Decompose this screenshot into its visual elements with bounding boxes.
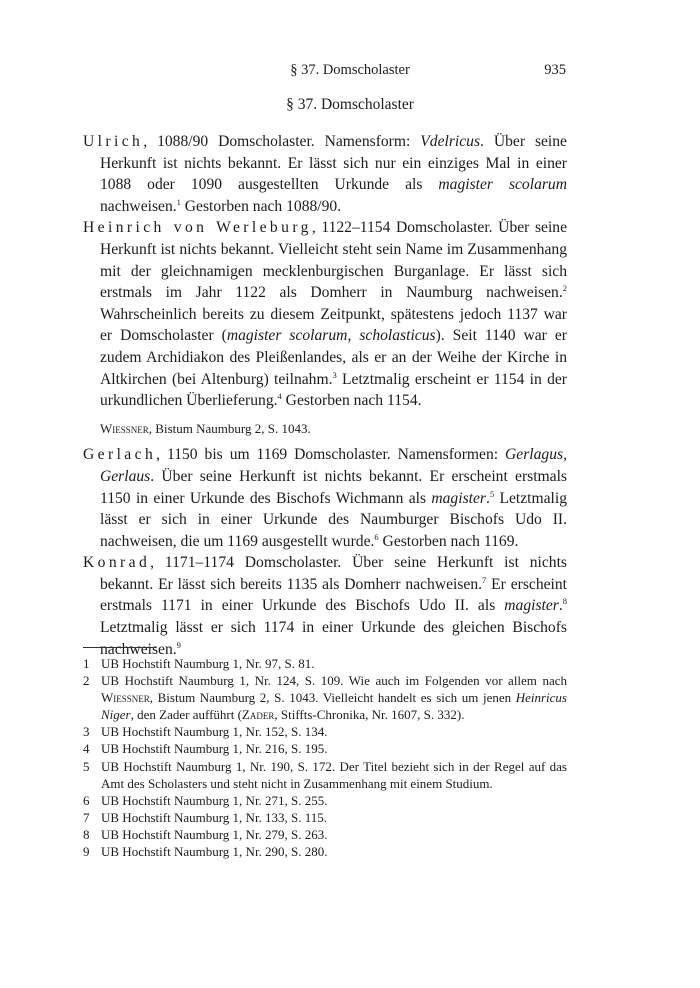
footnote-7: 7 UB Hochstift Naumburg 1, Nr. 133, S. 115. xyxy=(83,809,328,825)
footnote-marker: 1 xyxy=(176,196,181,207)
footnote-marker: 7 xyxy=(482,574,487,585)
footnote-marker: 9 xyxy=(176,639,181,650)
running-title: § 37. Domscholaster xyxy=(290,62,410,78)
literature-reference: Wiessner, Bistum Naumburg 2, S. 1043. xyxy=(100,420,311,436)
footnote-rule xyxy=(83,647,156,648)
footnote-3: 3 UB Hochstift Naumburg 1, Nr. 152, S. 134. xyxy=(83,724,328,740)
entry-ulrich: Ulrich, 1088/90 Domscholaster. Namensform: Vdelricus. Über seine Herkunft ist nichts bekannt. Er lässt sich nur ein einziges Mal in einer 1088 oder 1090 ausgestellten Urkunde als magister scolarum nachweisen.$^1$ Gestorben nach 1088/90. xyxy=(83,133,567,215)
footnote-4: 4 UB Hochstift Naumburg 1, Nr. 216, S. 195. xyxy=(83,741,328,757)
section-title: § 37. Domscholaster xyxy=(286,96,414,113)
footnote-marker: 2 xyxy=(562,283,567,294)
entry-name: Gerlach xyxy=(83,446,157,464)
footnote-marker: 5 xyxy=(489,488,495,499)
entry-name: Ulrich xyxy=(83,133,144,150)
footnote-marker: 8 xyxy=(562,596,567,607)
footnote-marker: 3 xyxy=(332,369,337,380)
footnote-8: 8 UB Hochstift Naumburg 1, Nr. 279, S. 263. xyxy=(83,826,328,842)
entry-heinrich-von-werleburg: Heinrich von Werleburg, 1122–1154 Domscholaster. Über seine Herkunft ist nichts bekannt. Vielleicht steht sein Name im Zusammenhang mit der gleichnamigen mecklenburgischen Burganlage. Er lässt sich erstmals im Jahr 1122 als Domherr in Naumburg nachweisen.$^2$ Wahrscheinlich bereits zu diesem Zeitpunkt, spätestens jedoch 1137 war er Domscholaster (magister scolarum, scholasticus). Seit 1140 war er zudem Archidiakon des Pleißenlandes, als er an der Weihe der Kirche in Altkirchen (bei Altenburg) teilnahm.$^3$ Letztmalig erscheint er 1154 in der urkundlichen Überlieferung.$^4$ Gestorben nach 1154. xyxy=(83,219,568,410)
body-text xyxy=(83,131,567,660)
entry-name: Heinrich von Werleburg xyxy=(83,219,312,237)
footnote-2: 2 UB Hochstift Naumburg 1, Nr. 124, S. 109. Wie auch im Folgenden vor allem nach Wiessner, Bistum Naumburg 2, S. 1043. Vielleicht handelt es sich um jenen Heinricus Niger, den Zader aufführt (Zader, Stiffts-Chronika, Nr. 1607, S. 332). xyxy=(83,673,567,723)
page-number: 935 xyxy=(544,62,566,78)
footnote-5: 5 UB Hochstift Naumburg 1, Nr. 190, S. 172. Der Titel bezieht sich in der Regel auf das Amt des Scholasters und steht nicht in Zusammenhang mit einem Studium. xyxy=(83,758,567,791)
footnote-9: 9 UB Hochstift Naumburg 1, Nr. 290, S. 280. xyxy=(83,844,328,860)
footnote-marker: 6 xyxy=(374,531,379,542)
footnotes xyxy=(83,655,567,860)
entry-gerlach: Gerlach, 1150 bis um 1169 Domscholaster. Namensformen: Gerlagus, Gerlaus. Über seine Herkunft ist nichts bekannt. Er erscheint erstmals 1150 in einer Urkunde des Bischofs Wichmann als magister.$^5$ Letztmalig lässt er sich in einer Urkunde des Naumburger Bischofs Udo II. nachweisen, die um 1169 ausgestellt wurde.$^6$ Gestorben nach 1169. xyxy=(83,446,567,550)
entry-name: Konrad xyxy=(83,554,151,572)
footnote-6: 6 UB Hochstift Naumburg 1, Nr. 271, S. 255. xyxy=(83,792,328,808)
entry-konrad: Konrad, 1171–1174 Domscholaster. Über seine Herkunft ist nichts bekannt. Er lässt sich bereits 1135 als Domherr nachweisen.$^7$ Er erscheint erstmals 1171 in einer Urkunde des Bischofs Udo II. als magister.$^8$ Letztmalig lässt er sich 1174 in einer Urkunde des gleichen Bischofs nachweisen.$^9$ xyxy=(83,554,567,658)
page-header xyxy=(0,62,700,82)
footnote-1: 1 UB Hochstift Naumburg 1, Nr. 97, S. 81. xyxy=(83,656,315,671)
footnote-marker: 4 xyxy=(277,391,282,402)
